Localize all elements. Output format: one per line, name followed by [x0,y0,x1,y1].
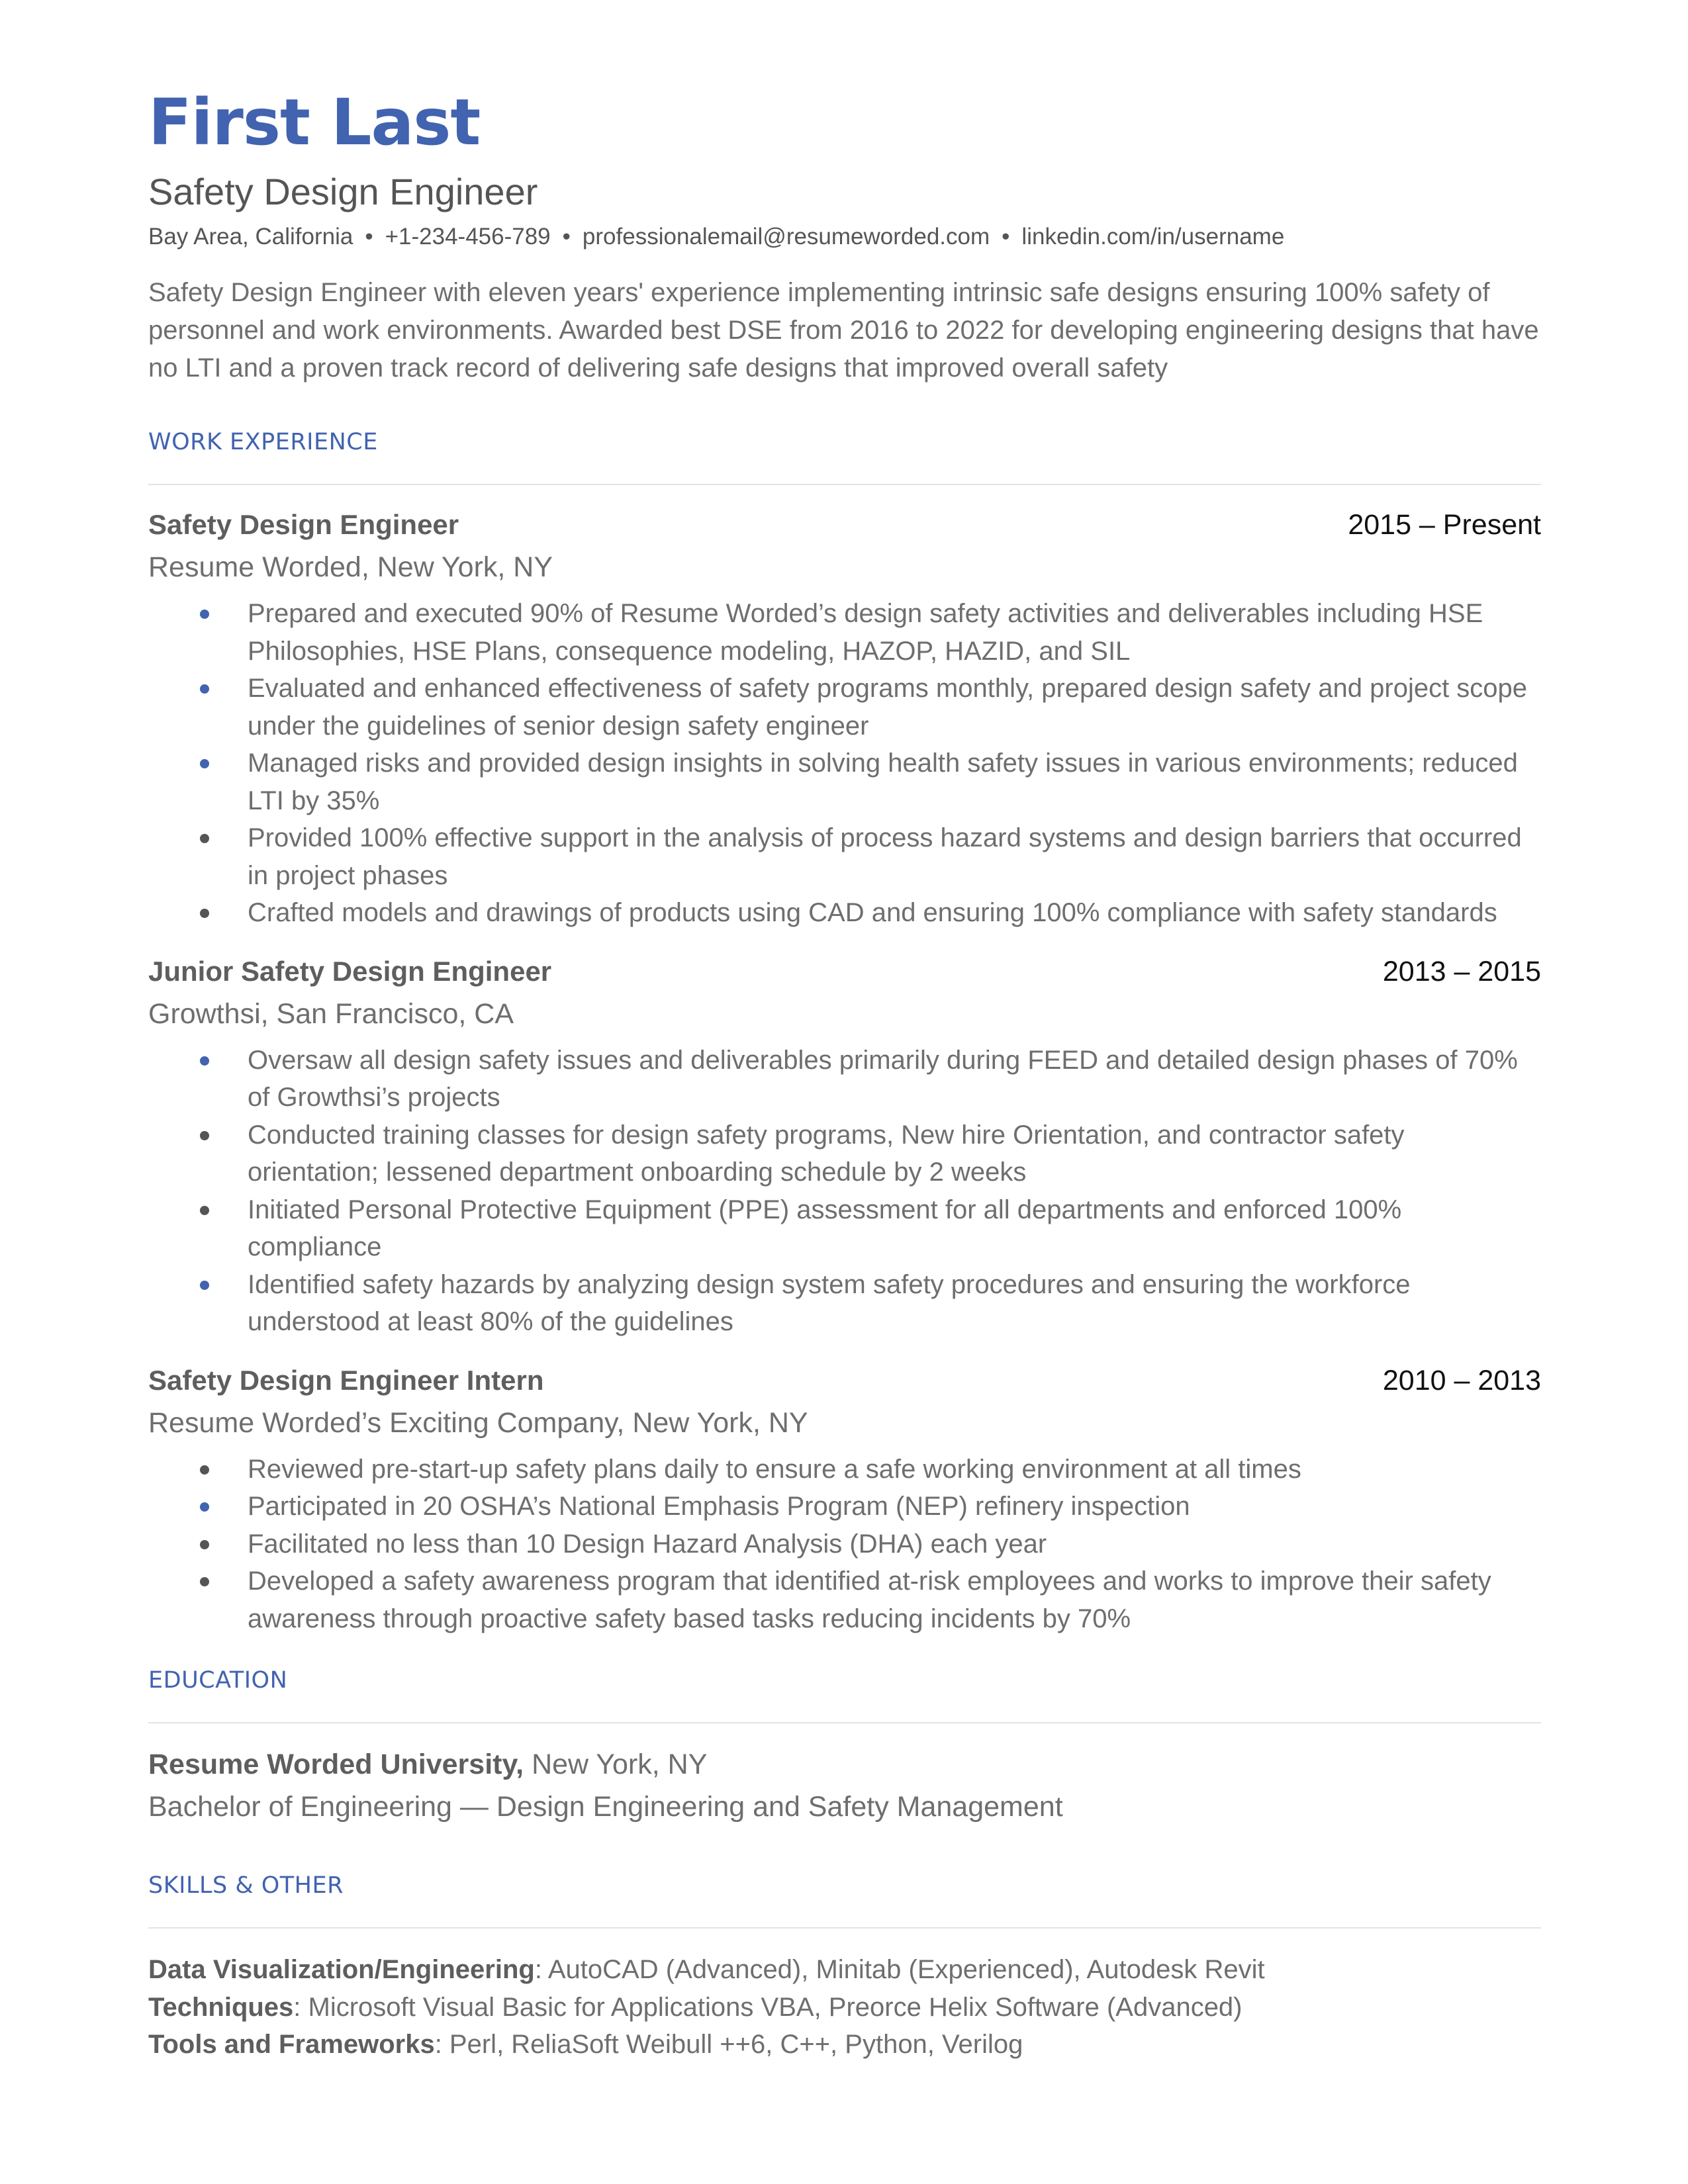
job-bullet-list [148,1451,1541,1638]
skill-row [148,1989,1541,2026]
bullet-text: Identified safety hazards by analyzing design system safety procedures and ensuring the workforce understood at least 80% of the guidelines [248,1269,1411,1336]
skill-label: Tools and Frameworks [148,2030,435,2059]
bullet-text: Developed a safety awareness program that identified at-risk employees and works to improve their safety awareness through proactive safety based tasks reducing incidents by 70% [248,1567,1491,1633]
job-title: Safety Design Engineer [148,509,459,540]
bullet-item [148,819,1541,894]
job-entry [148,950,1541,1341]
contact-separator: • [1002,224,1010,250]
bullet-text: Provided 100% effective support in the analysis of process hazard systems and design barriers that occurred in project phases [248,823,1522,890]
contact-line [148,218,1541,255]
section-heading-education: EDUCATION [148,1667,288,1694]
job-dates: 2015 – Present [1348,509,1541,541]
contact-email[interactable]: professionalemail@resumeworded.com [582,224,990,250]
job-company: Growthsi, San Francisco, CA [148,997,514,1030]
skills-list [148,1951,1541,2064]
bullet-item [148,1042,1541,1116]
skill-row [148,1951,1541,1989]
bullet-dot-icon [200,1281,209,1290]
education-school-line [148,1743,1541,1786]
bullet-dot-icon [200,1131,209,1140]
contact-location: Bay Area, California [148,224,353,250]
section-divider [148,1722,1541,1723]
bullet-text: Prepared and executed 90% of Resume Worded’s design safety activities and deliverables including HSE Philosophies, HSE Plans, consequence modeling, HAZOP, HAZID, and SIL [248,599,1483,666]
bullet-item [148,670,1541,745]
bullet-dot-icon [200,1465,209,1475]
bullet-item [148,745,1541,819]
resume-page [148,79,1541,2064]
contact-linkedin[interactable]: linkedin.com/in/username [1021,224,1285,250]
job-dates: 2013 – 2015 [1382,955,1541,987]
skill-value: : AutoCAD (Advanced), Minitab (Experienced), Autodesk Revit [534,1955,1265,1984]
bullet-text: Oversaw all design safety issues and deliverables primarily during FEED and detailed design phases of 70% of Growthsi’s projects [248,1045,1518,1112]
education-location: New York, NY [532,1749,708,1780]
bullet-item [148,1525,1541,1563]
section-heading-work: WORK EXPERIENCE [148,429,378,455]
bullet-text: Evaluated and enhanced effectiveness of safety programs monthly, prepared design safety and project scope under the guidelines of senior design safety engineer [248,674,1528,741]
bullet-item [148,894,1541,932]
bullet-item [148,1116,1541,1191]
education-school: Resume Worded University, [148,1749,524,1780]
bullet-dot-icon [200,909,209,918]
bullet-text: Conducted training classes for design safety programs, New hire Orientation, and contractor safety orientation; lessened department onboarding schedule by 2 weeks [248,1120,1405,1187]
job-header [148,504,1541,546]
bullet-item [148,1191,1541,1266]
bullet-text: Facilitated no less than 10 Design Hazard Analysis (DHA) each year [248,1529,1047,1559]
bullet-dot-icon [200,684,209,694]
bullet-dot-icon [200,1577,209,1586]
bullet-text: Managed risks and provided design insights in solving health safety issues in various environments; reduced LTI by 35% [248,749,1518,815]
contact-separator: • [562,224,571,250]
bullet-item [148,1563,1541,1637]
job-dates: 2010 – 2013 [1382,1364,1541,1396]
bullet-dot-icon [200,1206,209,1215]
job-company: Resume Worded, New York, NY [148,551,553,583]
job-header [148,950,1541,993]
section-divider [148,1927,1541,1929]
bullet-item [148,595,1541,670]
skill-label: Data Visualization/Engineering [148,1955,535,1984]
job-header [148,1359,1541,1402]
bullet-dot-icon [200,610,209,619]
bullet-text: Reviewed pre-start-up safety plans daily to ensure a safe working environment at all times [248,1454,1301,1484]
contact-phone: +1-234-456-789 [385,224,551,250]
section-heading-skills: SKILLS & OTHER [148,1872,344,1899]
job-title: Junior Safety Design Engineer [148,955,552,987]
bullet-text: Participated in 20 OSHA’s National Emphasis Program (NEP) refinery inspection [248,1492,1190,1521]
bullet-dot-icon [200,1056,209,1066]
candidate-title: Safety Design Engineer [148,171,538,212]
skill-value: : Microsoft Visual Basic for Applications VBA, Preorce Helix Software (Advanced) [293,1992,1243,2022]
job-entry [148,1359,1541,1638]
skill-value: : Perl, ReliaSoft Weibull ++6, C++, Python, Verilog [434,2030,1023,2059]
candidate-name: First Last [148,85,481,159]
bullet-item [148,1488,1541,1525]
job-entry [148,504,1541,932]
bullet-dot-icon [200,1540,209,1549]
bullet-text: Crafted models and drawings of products using CAD and ensuring 100% compliance with safety standards [248,898,1497,927]
contact-separator: • [365,224,373,250]
professional-summary: Safety Design Engineer with eleven years' experience implementing intrinsic safe designs ensuring 100% safety of personnel and work environments. Awarded best DSE from 2016 to 2022 for developing engineering designs that have no LTI and a proven track record of delivering safe designs that improved overall safety [148,278,1539,383]
bullet-text: Initiated Personal Protective Equipment (PPE) assessment for all departments and enforced 100% compliance [248,1195,1402,1261]
bullet-dot-icon [200,1502,209,1512]
job-company: Resume Worded’s Exciting Company, New York, NY [148,1406,808,1439]
section-divider [148,484,1541,485]
bullet-item [148,1451,1541,1488]
education-degree: Bachelor of Engineering — Design Engineering and Safety Management [148,1791,1063,1823]
job-bullet-list [148,1042,1541,1341]
job-title: Safety Design Engineer Intern [148,1364,544,1396]
skill-row [148,2026,1541,2064]
bullet-item [148,1266,1541,1341]
bullet-dot-icon [200,759,209,768]
job-bullet-list [148,595,1541,932]
skill-label: Techniques [148,1992,294,2022]
work-experience-list [148,504,1541,1637]
bullet-dot-icon [200,834,209,843]
